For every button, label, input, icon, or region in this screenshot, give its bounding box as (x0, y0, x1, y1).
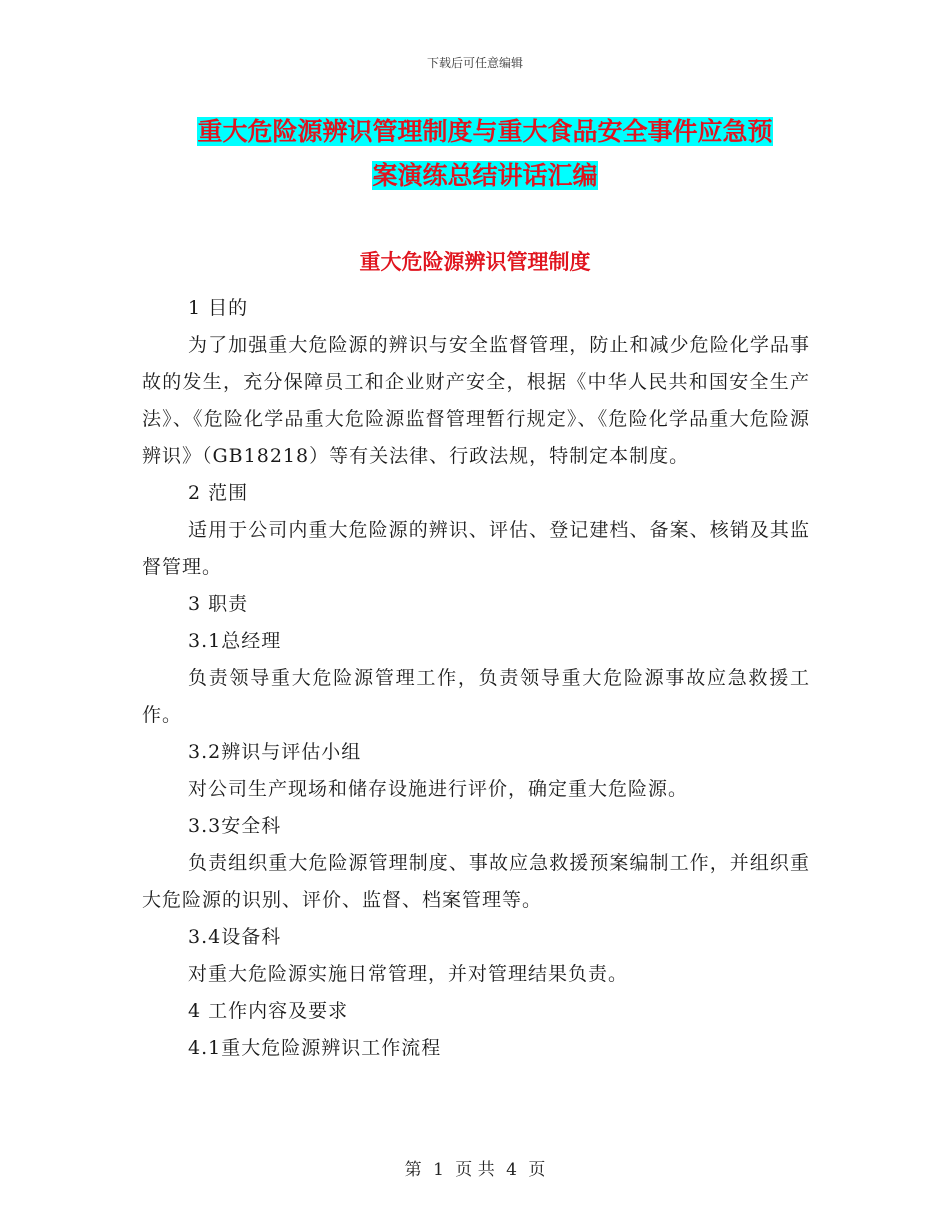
document-title-line-2: 案演练总结讲话汇编 (372, 161, 598, 190)
paragraph-safety-dept: 负责组织重大危险源管理制度、事故应急救援预案编制工作，并组织重大危险源的识别、评价、监督、档案管理等。 (142, 852, 810, 911)
heading-purpose: 1 目的 (188, 297, 249, 319)
footer-total-pages: 4 (506, 1160, 517, 1180)
heading-scope: 2 范围 (188, 482, 249, 504)
paragraph-assessment-group: 对公司生产现场和储存设施进行评价，确定重大危险源。 (188, 778, 689, 800)
document-body (142, 290, 810, 1067)
subheading-assessment-group: 3.2辨识与评估小组 (188, 741, 362, 763)
heading-responsibilities: 3 职责 (188, 593, 249, 615)
document-title-line-1: 重大危险源辨识管理制度与重大食品安全事件应急预 (197, 117, 773, 146)
footer-page-number: 1 (433, 1160, 444, 1180)
heading-work-content: 4 工作内容及要求 (188, 1000, 349, 1022)
header-note: 下载后可任意编辑 (426, 56, 523, 70)
subheading-equipment-dept: 3.4设备科 (188, 926, 282, 948)
document-title (140, 110, 830, 198)
paragraph-purpose: 为了加强重大危险源的辨识与安全监督管理，防止和减少危险化学品事故的发生，充分保障员工和企业财产安全，根据《中华人民共和国安全生产法》、《危险化学品重大危险源监督管理暂行规定》、《危险化学品重大危险源辨识》（GB18218）等有关法律、行政法规，特制定本制度。 (142, 334, 810, 467)
footer-middle: 页 共 (455, 1160, 495, 1180)
footer-prefix: 第 (404, 1160, 422, 1180)
paragraph-scope: 适用于公司内重大危险源的辨识、评估、登记建档、备案、核销及其监督管理。 (142, 519, 810, 578)
paragraph-general-manager: 负责领导重大危险源管理工作，负责领导重大危险源事故应急救援工作。 (142, 667, 810, 726)
paragraph-equipment-dept: 对重大危险源实施日常管理，并对管理结果负责。 (188, 963, 629, 985)
footer-suffix: 页 (528, 1160, 546, 1180)
subheading-identification-process: 4.1重大危险源辨识工作流程 (188, 1037, 442, 1059)
section-title: 重大危险源辨识管理制度 (359, 250, 591, 274)
page-footer (0, 1155, 950, 1180)
subheading-safety-dept: 3.3安全科 (188, 815, 282, 837)
subheading-general-manager: 3.1总经理 (188, 630, 282, 652)
